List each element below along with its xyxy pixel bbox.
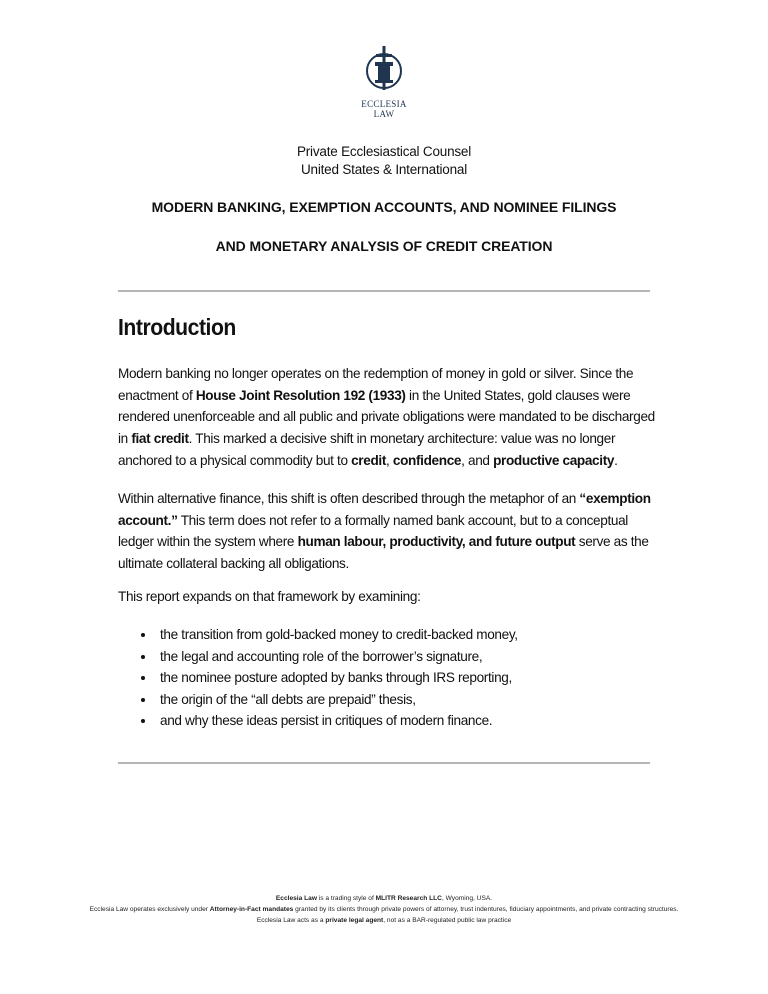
document-title-line1: MODERN BANKING, EXEMPTION ACCOUNTS, AND NOMINEE FILINGS — [151, 199, 617, 215]
bold-text: human labour, productivity, and future output — [297, 534, 576, 550]
text: , — [386, 452, 393, 468]
list-item: • the transition from gold-backed money to credit-backed money, — [156, 624, 676, 646]
pillar-sword-emblem-icon — [362, 44, 406, 94]
section-heading: Introduction — [118, 314, 236, 340]
ecclesia-law-logo — [354, 44, 414, 126]
paragraph-2 — [118, 488, 663, 575]
bold-text: private legal agent — [325, 917, 384, 924]
text: , not as a BAR-regulated public law practice — [383, 917, 512, 924]
list-item: • the legal and accounting role of the borrower’s signature, — [156, 646, 676, 668]
footer-line2 — [80, 904, 688, 926]
bold-text: credit — [351, 452, 387, 468]
text: Within alternative finance, this shift is often described through the metaphor of an — [118, 491, 580, 506]
bold-text: House Joint Resolution 192 (1933) — [195, 387, 406, 403]
bold-text: fiat credit — [131, 431, 189, 447]
text: , and — [461, 452, 494, 468]
text: . — [614, 452, 618, 468]
list-item: • and why these ideas persist in critiques of modern finance. — [156, 710, 676, 732]
bullet-list — [118, 624, 676, 732]
logo-text-line1: ECCLESIA — [361, 99, 407, 109]
text: . This marked a decisive shift in monetary architecture: value was no longer anchored to a physical commodity but to — [118, 431, 616, 468]
list-item: • the origin of the “all debts are prepaid” thesis, — [156, 689, 676, 711]
footer — [80, 893, 688, 926]
divider-top — [118, 290, 650, 292]
logo-text-line2: LAW — [373, 109, 395, 119]
text: Modern banking no longer operates on the redemption of money in gold or silver. Since the enactment of — [118, 366, 634, 403]
text: serve as the ultimate collateral backing all obligations. — [118, 534, 649, 572]
document-title-line2: AND MONETARY ANALYSIS OF CREDIT CREATION — [215, 238, 553, 254]
bold-text: MLITR Research LLC — [375, 895, 442, 902]
text: Ecclesia Law operates exclusively under — [89, 906, 210, 913]
header-line2: United States & International — [300, 162, 468, 177]
text: , Wyoming, USA. — [441, 895, 493, 902]
header-line1: Private Ecclesiastical Counsel — [296, 144, 472, 159]
paragraph-3: This report expands on that framework by examining: — [118, 589, 421, 604]
text: is a trading style of — [316, 895, 376, 902]
list-item: • the nominee posture adopted by banks through IRS reporting, — [156, 667, 676, 689]
divider-bottom — [118, 762, 650, 764]
bold-text: confidence — [392, 452, 462, 468]
bold-text: “exemption account.” — [118, 491, 651, 528]
paragraph-1 — [118, 363, 663, 472]
text: granted by its clients through private powers of attorney, trust indentures, fiduciary appointments, and private contracting structures. Ecclesia Law acts as a — [256, 906, 679, 924]
bold-text: Ecclesia Law — [275, 895, 317, 902]
bold-text: productive capacity — [493, 452, 615, 468]
text: This term does not refer to a formally named bank account, but to a conceptual ledger within the system where — [118, 512, 628, 550]
text: in the United States, gold clauses were rendered unenforceable and all public and private obligations were mandated to be discharged in — [118, 387, 655, 447]
footer-line1 — [80, 893, 688, 904]
bold-text: Attorney-in-Fact mandates — [209, 906, 294, 913]
